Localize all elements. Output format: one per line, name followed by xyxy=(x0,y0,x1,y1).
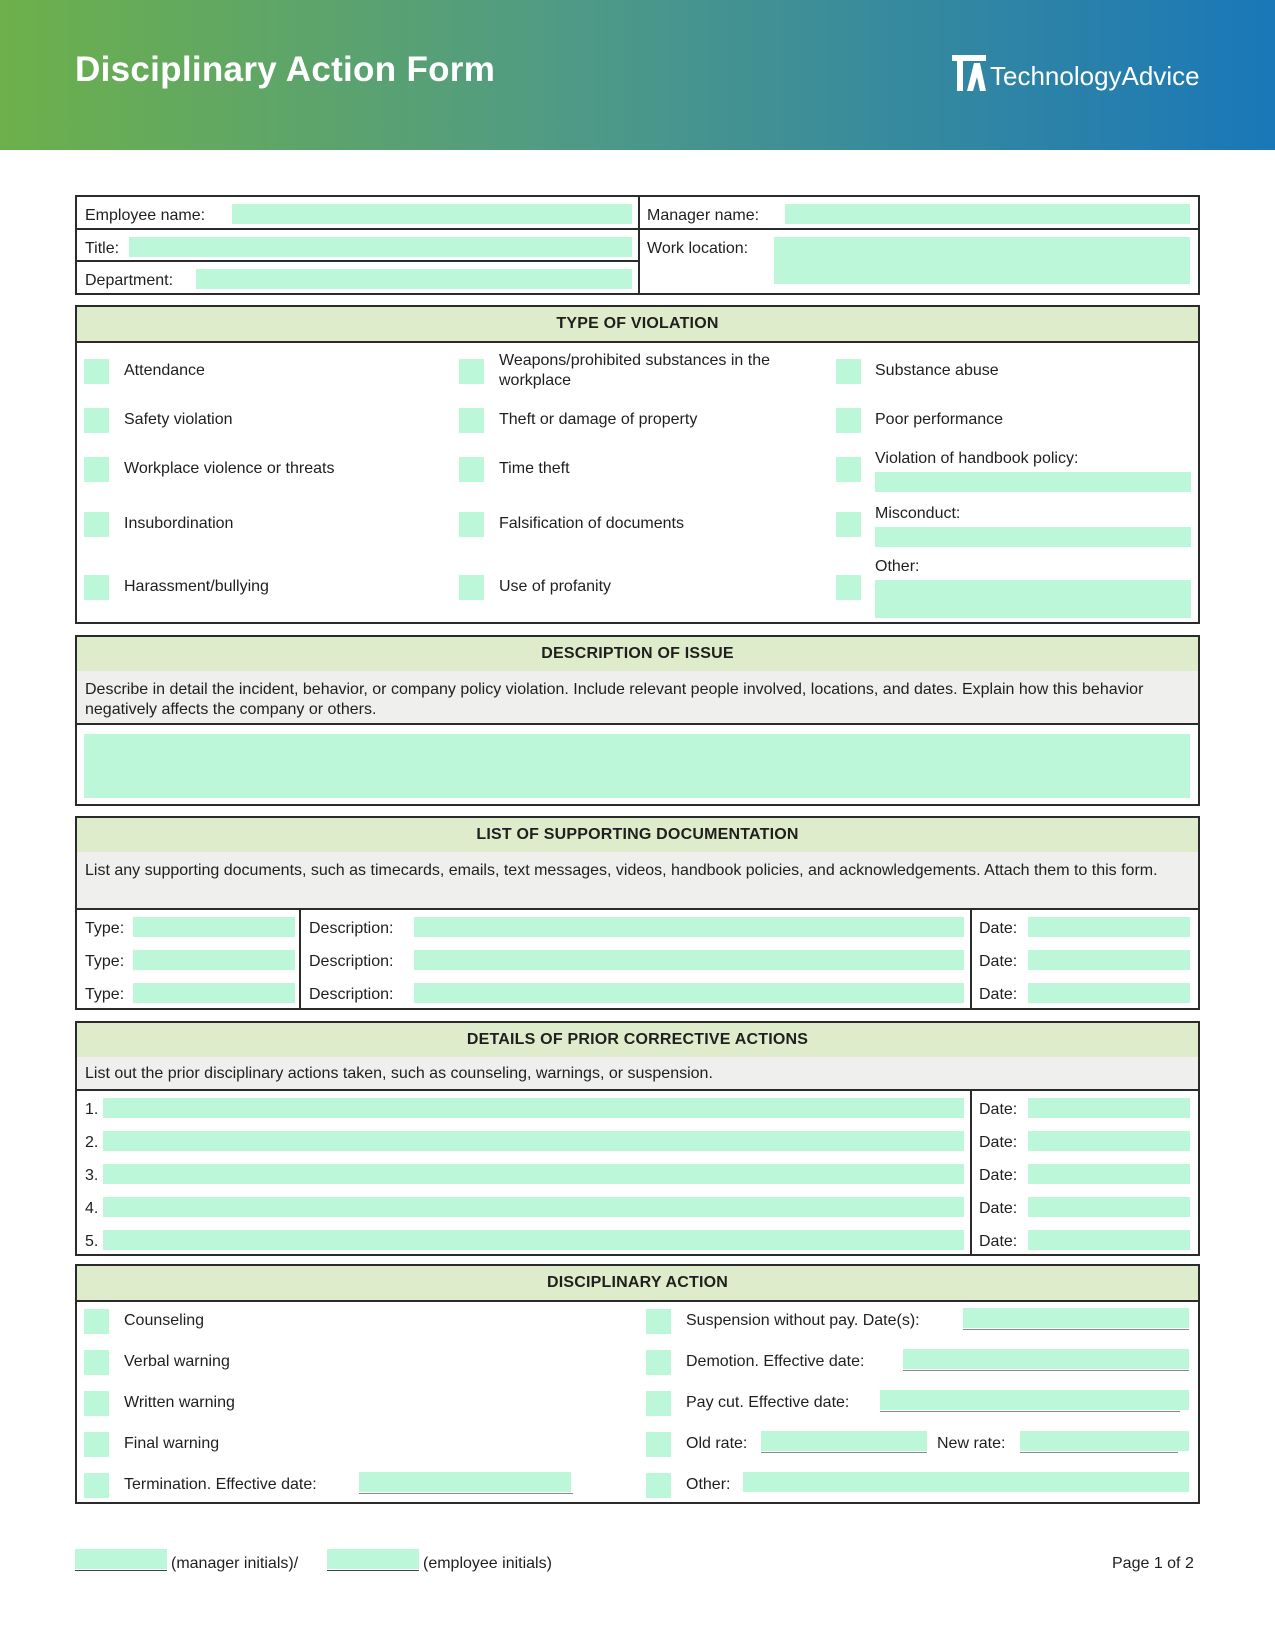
checkbox-harassment[interactable] xyxy=(84,575,109,600)
prior-action-field-4[interactable] xyxy=(103,1197,964,1217)
prior-action-date-label-4: Date: xyxy=(979,1200,1018,1217)
checkbox-substance-abuse[interactable] xyxy=(836,359,861,384)
prior-action-field-3[interactable] xyxy=(103,1164,964,1184)
checkbox-suspension[interactable] xyxy=(646,1309,671,1334)
checkbox-handbook-policy[interactable] xyxy=(836,457,861,482)
checkbox-other-violation[interactable] xyxy=(836,575,861,600)
prior-action-date-4[interactable] xyxy=(1028,1197,1190,1217)
doc-date-field-1[interactable] xyxy=(1028,917,1190,937)
employee-info-section xyxy=(75,195,1200,295)
disciplinary-action-section xyxy=(75,1264,1200,1504)
department-label: Department: xyxy=(85,272,174,289)
suspension-dates-field[interactable] xyxy=(963,1308,1189,1328)
action-old-rate-label: Old rate: xyxy=(686,1435,748,1452)
violation-heading: TYPE OF VIOLATION xyxy=(77,307,1198,343)
checkbox-falsification[interactable] xyxy=(459,512,484,537)
action-suspension-label: Suspension without pay. Date(s): xyxy=(686,1312,920,1329)
prior-action-date-2[interactable] xyxy=(1028,1131,1190,1151)
checkbox-poor-performance[interactable] xyxy=(836,408,861,433)
action-termination-label: Termination. Effective date: xyxy=(124,1476,317,1493)
violation-section xyxy=(75,305,1200,624)
employee-initials-label: (employee initials) xyxy=(423,1555,552,1572)
doc-type-field-1[interactable] xyxy=(133,917,295,937)
documentation-section xyxy=(75,816,1200,1010)
form-title: Disciplinary Action Form xyxy=(75,50,496,89)
checkbox-demotion[interactable] xyxy=(646,1350,671,1375)
doc-date-label-2: Date: xyxy=(979,953,1018,970)
brand-name: TechnologyAdvice xyxy=(990,61,1200,91)
action-demotion-label: Demotion. Effective date: xyxy=(686,1353,865,1370)
prior-action-number-3: 3. xyxy=(85,1167,99,1184)
prior-action-date-1[interactable] xyxy=(1028,1098,1190,1118)
doc-description-field-1[interactable] xyxy=(414,917,964,937)
violation-falsification-label: Falsification of documents xyxy=(499,515,684,532)
violation-insubordination-label: Insubordination xyxy=(124,515,234,532)
employee-name-label: Employee name: xyxy=(85,207,206,224)
doc-type-field-3[interactable] xyxy=(133,983,295,1003)
other-action-field[interactable] xyxy=(743,1472,1189,1492)
title-field[interactable] xyxy=(129,237,632,257)
checkbox-safety-violation[interactable] xyxy=(84,408,109,433)
violation-profanity-label: Use of profanity xyxy=(499,578,612,595)
demotion-date-field[interactable] xyxy=(903,1349,1189,1369)
misconduct-field[interactable] xyxy=(875,527,1191,547)
prior-action-number-4: 4. xyxy=(85,1200,99,1217)
manager-name-field[interactable] xyxy=(785,204,1190,224)
checkbox-other-action[interactable] xyxy=(646,1473,671,1498)
documentation-heading: LIST OF SUPPORTING DOCUMENTATION xyxy=(77,818,1198,854)
checkbox-time-theft[interactable] xyxy=(459,457,484,482)
checkbox-attendance[interactable] xyxy=(84,359,109,384)
doc-type-label-2: Type: xyxy=(85,953,125,970)
employee-name-field[interactable] xyxy=(232,204,632,224)
action-verbal-label: Verbal warning xyxy=(124,1353,230,1370)
termination-date-field[interactable] xyxy=(359,1472,571,1492)
checkbox-insubordination[interactable] xyxy=(84,512,109,537)
action-other-label: Other: xyxy=(686,1476,731,1493)
doc-type-field-2[interactable] xyxy=(133,950,295,970)
prior-action-number-5: 5. xyxy=(85,1233,99,1250)
title-label: Title: xyxy=(85,240,120,257)
page-number: Page 1 of 2 xyxy=(1112,1555,1194,1572)
work-location-field[interactable] xyxy=(774,237,1190,284)
description-instructions: Describe in detail the incident, behavior, or company policy violation. Include relevant people involved, locations, and dates. Explain how this behavior negatively affects the company or others. xyxy=(77,671,1198,725)
prior-action-number-1: 1. xyxy=(85,1101,99,1118)
violation-substance-label: Substance abuse xyxy=(875,362,999,379)
checkbox-final-warning[interactable] xyxy=(84,1432,109,1457)
description-heading: DESCRIPTION OF ISSUE xyxy=(77,637,1198,673)
employee-initials-field[interactable] xyxy=(327,1549,419,1569)
prior-action-date-label-1: Date: xyxy=(979,1101,1018,1118)
doc-date-field-3[interactable] xyxy=(1028,983,1190,1003)
prior-action-date-label-5: Date: xyxy=(979,1233,1018,1250)
checkbox-written-warning[interactable] xyxy=(84,1391,109,1416)
ta-logo-icon xyxy=(952,55,986,91)
violation-handbook-label: Violation of handbook policy: xyxy=(875,450,1079,467)
action-new-rate-label: New rate: xyxy=(937,1435,1006,1452)
doc-description-field-3[interactable] xyxy=(414,983,964,1003)
violation-other-label: Other: xyxy=(875,558,920,575)
doc-date-label-3: Date: xyxy=(979,986,1018,1003)
prior-actions-instructions: List out the prior disciplinary actions taken, such as counseling, warnings, or suspension. xyxy=(77,1057,1198,1091)
checkbox-theft[interactable] xyxy=(459,408,484,433)
violation-performance-label: Poor performance xyxy=(875,411,1004,428)
other-violation-field[interactable] xyxy=(875,580,1191,618)
action-final-label: Final warning xyxy=(124,1435,220,1452)
checkbox-weapons[interactable] xyxy=(459,359,484,384)
manager-name-label: Manager name: xyxy=(647,207,760,224)
violation-time-theft-label: Time theft xyxy=(499,460,570,477)
description-section xyxy=(75,635,1200,806)
checkbox-pay-cut[interactable] xyxy=(646,1391,671,1416)
department-field[interactable] xyxy=(196,269,632,289)
violation-weapons-label: Weapons/prohibited substances in the workplace xyxy=(499,352,770,389)
checkbox-workplace-violence[interactable] xyxy=(84,457,109,482)
prior-action-field-2[interactable] xyxy=(103,1131,964,1151)
action-written-label: Written warning xyxy=(124,1394,235,1411)
new-rate-field[interactable] xyxy=(1020,1431,1189,1451)
old-rate-field[interactable] xyxy=(761,1431,927,1451)
violation-theft-label: Theft or damage of property xyxy=(499,411,698,428)
doc-description-label-1: Description: xyxy=(309,920,394,937)
doc-description-label-2: Description: xyxy=(309,953,394,970)
violation-harassment-label: Harassment/bullying xyxy=(124,578,269,595)
prior-action-date-label-2: Date: xyxy=(979,1134,1018,1151)
prior-action-field-5[interactable] xyxy=(103,1230,964,1250)
prior-action-date-5[interactable] xyxy=(1028,1230,1190,1250)
description-textarea[interactable] xyxy=(84,734,1190,798)
manager-initials-label: (manager initials)/ xyxy=(171,1555,299,1572)
checkbox-profanity[interactable] xyxy=(459,575,484,600)
prior-actions-heading: DETAILS OF PRIOR CORRECTIVE ACTIONS xyxy=(77,1023,1198,1059)
doc-date-label-1: Date: xyxy=(979,920,1018,937)
checkbox-termination[interactable] xyxy=(84,1473,109,1498)
violation-violence-label: Workplace violence or threats xyxy=(124,460,335,477)
manager-initials-field[interactable] xyxy=(75,1549,167,1569)
documentation-instructions: List any supporting documents, such as timecards, emails, text messages, videos, handbook policies, and acknowledgements. Attach them to this form. xyxy=(77,852,1198,910)
checkbox-verbal-warning[interactable] xyxy=(84,1350,109,1375)
checkbox-rate-change[interactable] xyxy=(646,1432,671,1457)
pay-cut-date-field[interactable] xyxy=(880,1390,1189,1410)
action-counseling-label: Counseling xyxy=(124,1312,205,1329)
doc-description-label-3: Description: xyxy=(309,986,394,1003)
handbook-policy-field[interactable] xyxy=(875,472,1191,492)
doc-description-field-2[interactable] xyxy=(414,950,964,970)
checkbox-misconduct[interactable] xyxy=(836,512,861,537)
prior-action-date-label-3: Date: xyxy=(979,1167,1018,1184)
action-pay-cut-label: Pay cut. Effective date: xyxy=(686,1394,850,1411)
disciplinary-action-heading: DISCIPLINARY ACTION xyxy=(77,1266,1198,1302)
prior-action-field-1[interactable] xyxy=(103,1098,964,1118)
violation-attendance-label: Attendance xyxy=(124,362,205,379)
doc-type-label-3: Type: xyxy=(85,986,125,1003)
prior-action-number-2: 2. xyxy=(85,1134,99,1151)
violation-misconduct-label: Misconduct: xyxy=(875,505,961,522)
checkbox-counseling[interactable] xyxy=(84,1309,109,1334)
prior-actions-section xyxy=(75,1021,1200,1256)
work-location-label: Work location: xyxy=(647,240,749,257)
violation-safety-label: Safety violation xyxy=(124,411,233,428)
prior-action-date-3[interactable] xyxy=(1028,1164,1190,1184)
doc-date-field-2[interactable] xyxy=(1028,950,1190,970)
doc-type-label-1: Type: xyxy=(85,920,125,937)
